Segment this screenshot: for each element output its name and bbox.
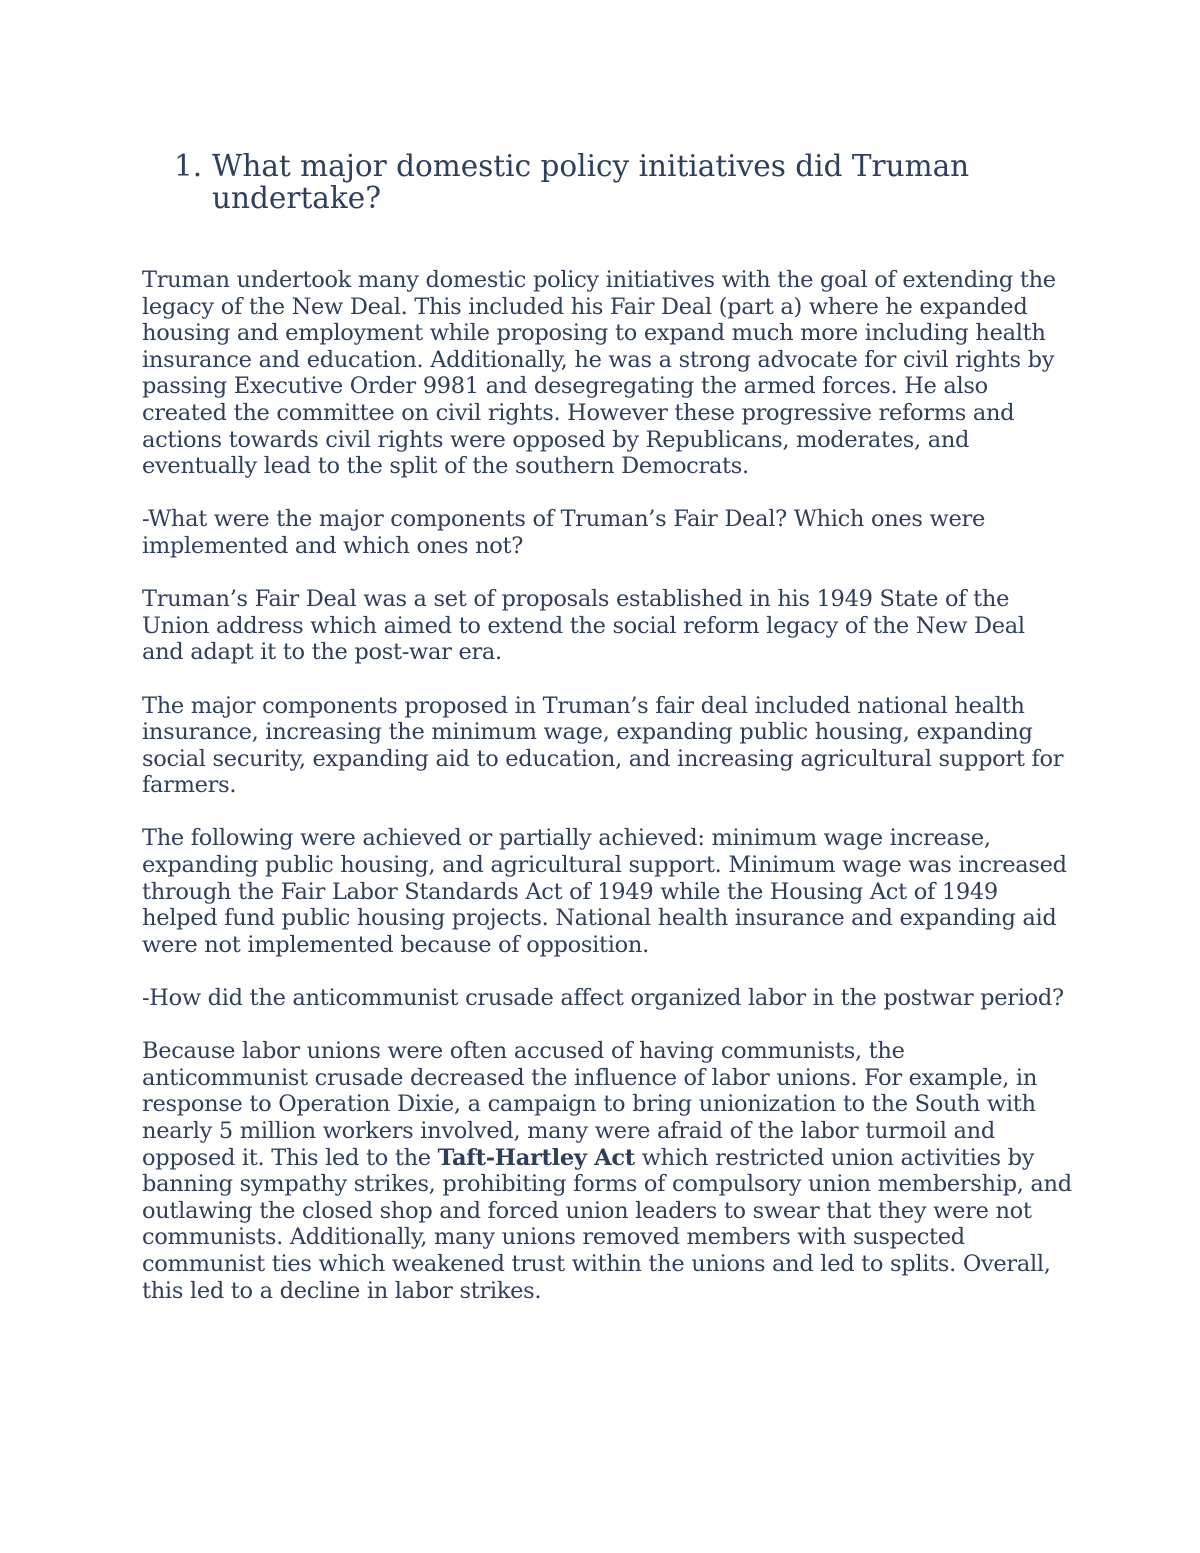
answer-paragraph-5-start: Because labor unions were often accused of having communists, the anticommunist crusade decreased the influence of labor unions. For example, in response to Operation Dixie, a campaign to bring unionization to the South with nearly 5 million workers involved, many were afraid of the labor turmoil and opposed it. This led to the bbox=[142, 1038, 1038, 1171]
sub-question-anticommunist: -How did the anticommunist crusade affect organized labor in the postwar period? bbox=[142, 985, 1064, 1012]
answer-paragraph-3: The major components proposed in Truman’s fair deal included national health insurance, increasing the minimum wage, expanding public housing, expanding social security, expanding aid to education, and increasing agricultural support for farmers. bbox=[142, 692, 1064, 799]
answer-paragraph-4: The following were achieved or partially achieved: minimum wage increase, expanding public housing, and agricultural support. Minimum wage was increased through the Fair Labor Standards Act of 1949 while the Housing Act of 1949 helped fund public housing projects. National health insurance and expanding aid were not implemented because of opposition. bbox=[142, 825, 1067, 958]
answer-paragraph-5-end: which restricted union activities by banning sympathy strikes, prohibiting forms of compulsory union membership, and outlawing the closed shop and forced union leaders to swear that they were not communists. Additionally, many unions removed members with suspected communist ties which weakened trust within the unions and led to splits. Overall, this led to a decline in labor strikes. bbox=[142, 1144, 1072, 1304]
question-text: What major domestic policy initiatives did Truman undertake? bbox=[212, 149, 970, 215]
document-body bbox=[142, 267, 1072, 1331]
question-number: 1. bbox=[174, 149, 203, 183]
answer-paragraph-2: Truman’s Fair Deal was a set of proposals established in his 1949 State of the Union address which aimed to extend the social reform legacy of the New Deal and adapt it to the post-war era. bbox=[142, 586, 1025, 666]
sub-question-fair-deal: -What were the major components of Truman’s Fair Deal? Which ones were implemented and which ones not? bbox=[142, 506, 985, 559]
taft-hartley-act-term: Taft-Hartley Act bbox=[437, 1144, 635, 1171]
answer-paragraph-5 bbox=[142, 1038, 1072, 1304]
question-heading bbox=[174, 150, 994, 214]
answer-paragraph-1: Truman undertook many domestic policy initiatives with the goal of extending the legacy of the New Deal. This included his Fair Deal (part a) where he expanded housing and employment while proposing to expand much more including health insurance and education. Additionally, he was a strong advocate for civil rights by passing Executive Order 9981 and desegregating the armed forces. He also created the committee on civil rights. However these progressive reforms and actions towards civil rights were opposed by Republicans, moderates, and eventually lead to the split of the southern Democrats. bbox=[142, 267, 1056, 480]
